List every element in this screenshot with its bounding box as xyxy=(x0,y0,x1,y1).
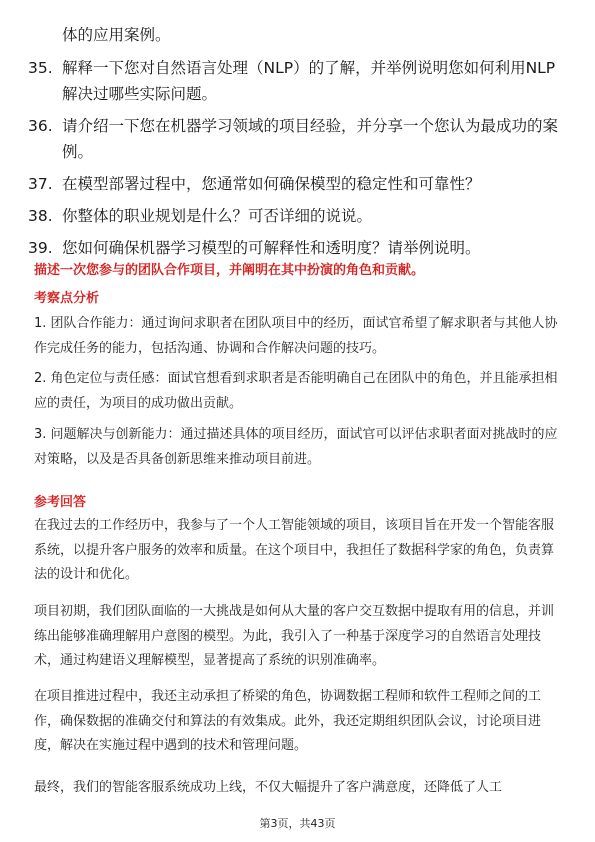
question-item xyxy=(28,235,568,261)
question-item xyxy=(28,203,568,229)
page-footer: 第3页，共43页 xyxy=(259,817,336,830)
question-text: 你整体的职业规划是什么？可否详细的说说。 xyxy=(62,207,373,225)
answer-paragraph: 在项目推进过程中，我还主动承担了桥梁的角色，协调数据工程师和软件工程师之间的工作，确保数据的准确交付和算法的有效集成。此外，我还定期组织团队会议，讨论项目进度，解决在实施过程中遇到的技术和管理问题。 xyxy=(34,689,542,753)
question-continuation: 体的应用案例。 xyxy=(62,26,171,44)
question-list xyxy=(28,55,568,267)
question-number: 35. xyxy=(28,59,53,77)
question-text: 您如何确保机器学习模型的可解释性和透明度？请举例说明。 xyxy=(62,239,481,257)
analysis-point: 1. 团队合作能力：通过询问求职者在团队项目中的经历，面试官希望了解求职者与其他人协作完成任务的能力，包括沟通、协调和合作解决问题的技巧。 xyxy=(34,316,558,356)
question-item xyxy=(28,55,568,107)
question-text: 解释一下您对自然语言处理（NLP）的了解，并举例说明您如何利用NLP解决过哪些实际问题。 xyxy=(62,59,556,103)
question-item xyxy=(28,113,568,165)
question-item xyxy=(28,171,568,197)
answer-heading: 参考回答 xyxy=(34,495,87,510)
analysis-point: 3. 问题解决与创新能力：通过描述具体的项目经历，面试官可以评估求职者面对挑战时的应对策略，以及是否具备创新思维来推动项目前进。 xyxy=(34,427,558,467)
question-number: 36. xyxy=(28,117,53,135)
answer-paragraph: 项目初期，我们团队面临的一大挑战是如何从大量的客户交互数据中提取有用的信息，并训练出能够准确理解用户意图的模型。为此，我引入了一种基于深度学习的自然语言处理技术，通过构建语义理解模型，显著提高了系统的识别准确率。 xyxy=(34,604,555,668)
analysis-heading: 考察点分析 xyxy=(34,291,100,306)
featured-question-title: 描述一次您参与的团队合作项目，并阐明在其中扮演的角色和贡献。 xyxy=(34,263,425,278)
answer-paragraph: 最终，我们的智能客服系统成功上线，不仅大幅提升了客户满意度，还降低了人工 xyxy=(34,780,503,795)
answer-paragraph: 在我过去的工作经历中，我参与了一个人工智能领域的项目，该项目旨在开发一个智能客服系统，以提升客户服务的效率和质量。在这个项目中，我担任了数据科学家的角色，负责算法的设计和优化。 xyxy=(34,518,555,582)
question-text: 请介绍一下您在机器学习领域的项目经验，并分享一个您认为最成功的案例。 xyxy=(62,117,559,161)
question-number: 37. xyxy=(28,175,53,193)
question-number: 39. xyxy=(28,239,53,257)
question-text: 在模型部署过程中，您通常如何确保模型的稳定性和可靠性？ xyxy=(62,175,481,193)
question-number: 38. xyxy=(28,207,53,225)
analysis-point: 2. 角色定位与责任感：面试官想看到求职者是否能明确自己在团队中的角色，并且能承担相应的责任，为项目的成功做出贡献。 xyxy=(34,371,558,411)
